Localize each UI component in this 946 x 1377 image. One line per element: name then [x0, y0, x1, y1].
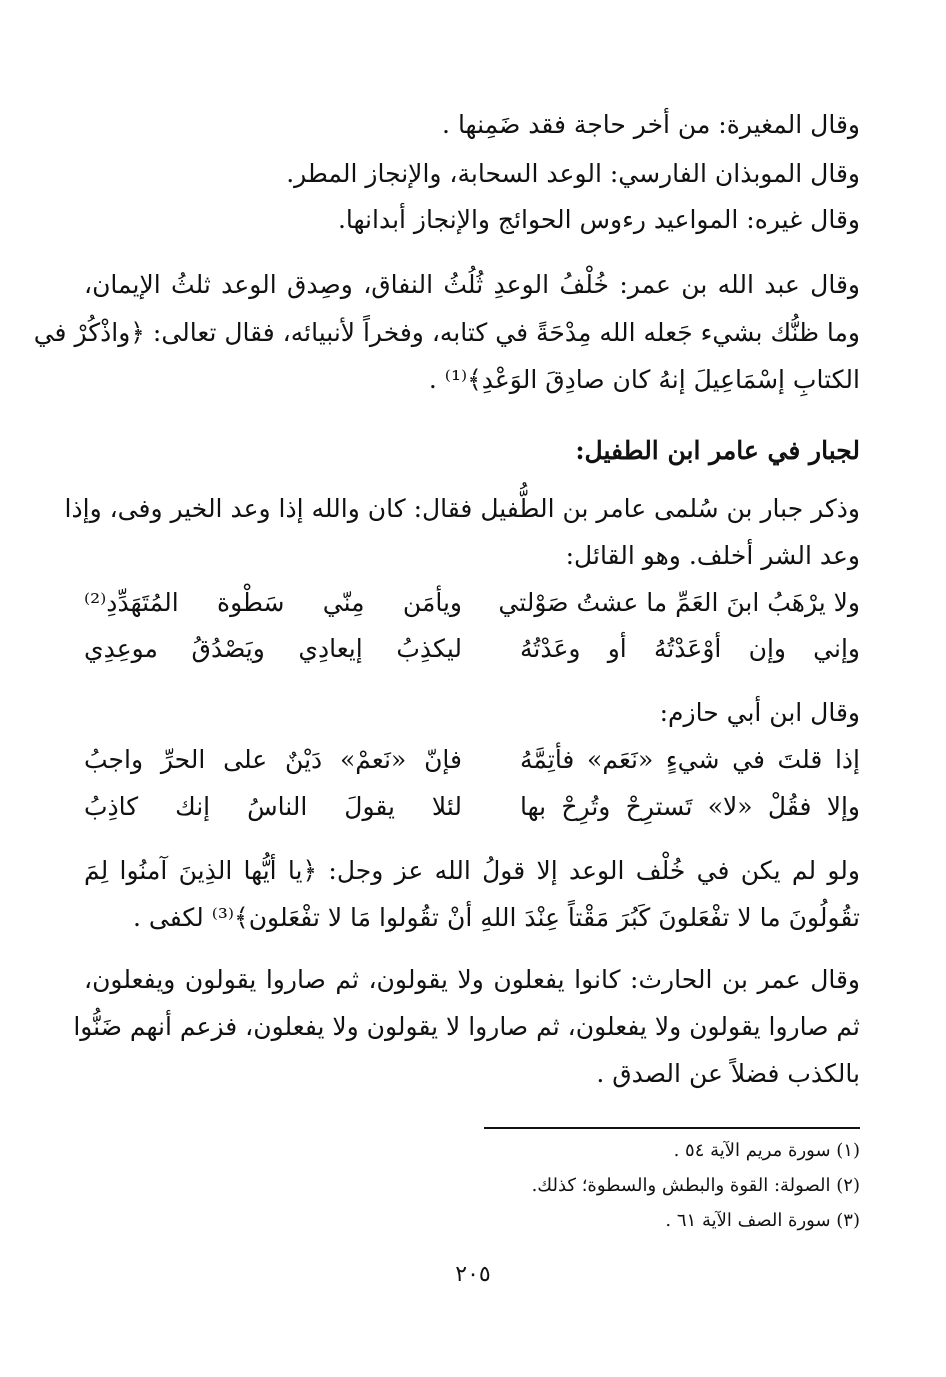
- text-line: وقال الموبذان الفارسي: الوعد السحابة، والإنجاز المطر.: [286, 159, 860, 188]
- text-line: وقال غيره: المواعيد رءوس الحوائج والإنجاز أبدانها.: [337, 205, 860, 234]
- text-line: ثم صاروا يقولون ولا يفعلون، ثم صاروا لا يقولون ولا يفعلون، فزعم أنهم ضَنُّوا: [73, 1012, 860, 1041]
- text-line: وما ظنُّك بشيء جَعله الله مِدْحَةً في كتابه، وفخراً لأنبيائه، فقال تعالى: ﴿واذْكُرْ في: [33, 318, 860, 347]
- text-line: تقُولُونَ ما لا تفْعَلونَ كَبُرَ مَقْتاً عِنْدَ اللهِ أنْ تقُولوا مَا لا تفْعَلون﴾⁽³⁾ لكفى .: [132, 903, 860, 932]
- text-line: وقال ابن أبي حازم:: [659, 698, 860, 727]
- footnote: (١) سورة مريم الآية ٥٤ .: [673, 1140, 860, 1161]
- text-line: وقال عبد الله بن عمر: خُلْفُ الوعدِ ثُلُثُ النفاق، وصِدق الوعد ثلثُ الإيمان،: [84, 270, 860, 299]
- text-line: الكتابِ إسْمَاعِيلَ إنهُ كان صادِقَ الوَعْدِ﴾⁽¹⁾ .: [428, 365, 860, 394]
- text-line: وعد الشر أخلف. وهو القائل:: [565, 541, 860, 570]
- verse-hemistich: لئلا يقولَ الناسُ إنك كاذِبُ: [84, 792, 462, 821]
- text-line: وذكر جبار بن سُلمى عامر بن الطُّفيل فقال: كان والله إذا وعد الخير وفى، وإذا: [64, 494, 860, 523]
- verse-hemistich: وإني وإن أوْعَدْتُهُ أو وعَدْتُهُ: [520, 634, 860, 663]
- text-line: ولو لم يكن في خُلْف الوعد إلا قولُ الله عز وجل: ﴿يا أيُّها الذِينَ آمنُوا لِمَ: [84, 856, 860, 885]
- footnote-divider: [484, 1127, 860, 1129]
- page-number: ٢٠٥: [455, 1262, 491, 1287]
- text-line: بالكذب فضلاً عن الصدق .: [596, 1059, 860, 1088]
- section-heading: لجبار في عامر ابن الطفيل:: [575, 436, 860, 465]
- footnote: (٣) سورة الصف الآية ٦١ .: [665, 1210, 860, 1231]
- verse-hemistich: ليكذِبُ إيعادِي ويَصْدُقُ موعِدِي: [84, 634, 462, 663]
- verse-hemistich: ولا يرْهَبُ ابنَ العَمِّ ما عشتُ صَوْلتي: [498, 588, 860, 617]
- verse-hemistich: ويأمَن مِنّي سَطْوة المُتَهَدِّدِ⁽²⁾: [84, 588, 462, 617]
- text-line: وقال عمر بن الحارث: كانوا يفعلون ولا يقولون، ثم صاروا يقولون ويفعلون،: [84, 965, 860, 994]
- verse-hemistich: إذا قلتَ في شيءٍ «نَعَم» فأتِمَّهُ: [520, 745, 860, 774]
- footnote: (٢) الصولة: القوة والبطش والسطوة؛ كذلك.: [531, 1175, 860, 1196]
- verse-hemistich: فإنّ «نَعمْ» دَيْنٌ على الحرِّ واجبُ: [84, 745, 462, 774]
- verse-hemistich: وإلا فقُلْ «لا» تَسترِحْ وتُرِحْ بها: [520, 792, 860, 821]
- text-line: وقال المغيرة: من أخر حاجة فقد ضَمِنها .: [442, 110, 860, 139]
